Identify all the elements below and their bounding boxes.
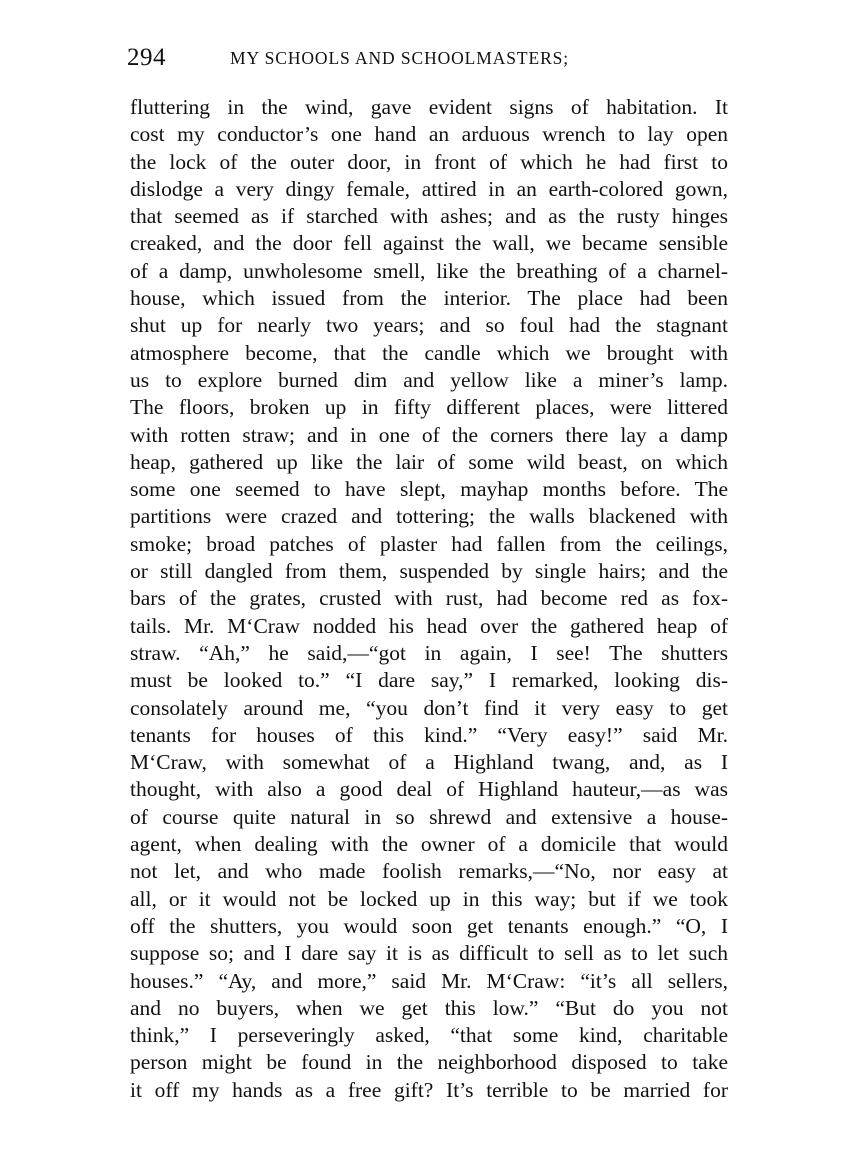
text-line: dislodge a very dingy female, attired in an earth-colored gown, (130, 176, 728, 201)
text-line: shut up for nearly two years; and so foul had the stagnant (130, 313, 728, 338)
text-line: and no buyers, when we get this low.” “But do you not (130, 995, 728, 1020)
text-line: atmosphere become, that the candle which we brought with (130, 340, 728, 365)
text-line: off the shutters, you would soon get tenants enough.” “O, I (130, 913, 728, 938)
text-line: straw. “Ah,” he said,—“got in again, I see! The shutters (130, 640, 728, 665)
text-line: must be looked to.” “I dare say,” I remarked, looking dis- (130, 668, 728, 693)
text-line: some one seemed to have slept, mayhap months before. The (130, 477, 728, 502)
text-line: fluttering in the wind, gave evident signs of habitation. It (130, 95, 728, 119)
page-number: 294 (127, 44, 166, 71)
text-line: of a damp, unwholesome smell, like the breathing of a charnel- (130, 258, 728, 283)
text-line: tails. Mr. M‘Craw nodded his head over the gathered heap of (130, 613, 728, 638)
text-line: heap, gathered up like the lair of some wild beast, on which (130, 449, 728, 474)
text-line: suppose so; and I dare say it is as difficult to sell as to let such (130, 941, 728, 966)
text-line: The floors, broken up in fifty different places, were littered (130, 395, 728, 420)
text-line: all, or it would not be locked up in this way; but if we took (130, 886, 728, 911)
text-line: not let, and who made foolish remarks,—“No, nor easy at (130, 859, 728, 884)
text-line: with rotten straw; and in one of the corners there lay a damp (130, 422, 728, 447)
text-line: tenants for houses of this kind.” “Very easy!” said Mr. (130, 722, 728, 747)
text-line: it off my hands as a free gift? It’s terrible to be married for (130, 1077, 728, 1102)
text-line: of course quite natural in so shrewd and extensive a house- (130, 804, 728, 829)
page-header (127, 44, 727, 74)
text-line: the lock of the outer door, in front of which he had first to (130, 149, 728, 174)
text-line: think,” I perseveringly asked, “that some kind, charitable (130, 1023, 728, 1048)
text-line: houses.” “Ay, and more,” said Mr. M‘Craw: “it’s all sellers, (130, 968, 728, 993)
body-text (130, 94, 728, 1104)
running-head: MY SCHOOLS AND SCHOOLMASTERS; (230, 48, 570, 68)
text-line: smoke; broad patches of plaster had fallen from the ceilings, (130, 531, 728, 556)
text-line: agent, when dealing with the owner of a domicile that would (130, 832, 728, 857)
text-line: or still dangled from them, suspended by single hairs; and the (130, 559, 728, 584)
text-line: house, which issued from the interior. The place had been (130, 286, 728, 311)
text-line: thought, with also a good deal of Highland hauteur,—as was (130, 777, 728, 802)
text-line: partitions were crazed and tottering; the walls blackened with (130, 504, 728, 529)
text-line: cost my conductor’s one hand an arduous wrench to lay open (130, 122, 728, 147)
text-line: M‘Craw, with somewhat of a Highland twang, and, as I (130, 750, 728, 775)
text-line: creaked, and the door fell against the wall, we became sensible (130, 231, 728, 256)
text-line: that seemed as if starched with ashes; and as the rusty hinges (130, 204, 728, 229)
text-line: person might be found in the neighborhood disposed to take (130, 1050, 728, 1075)
text-line: consolately around me, “you don’t find it very easy to get (130, 695, 728, 720)
text-line: us to explore burned dim and yellow like a miner’s lamp. (130, 367, 728, 392)
text-line: bars of the grates, crusted with rust, had become red as fox- (130, 586, 728, 611)
